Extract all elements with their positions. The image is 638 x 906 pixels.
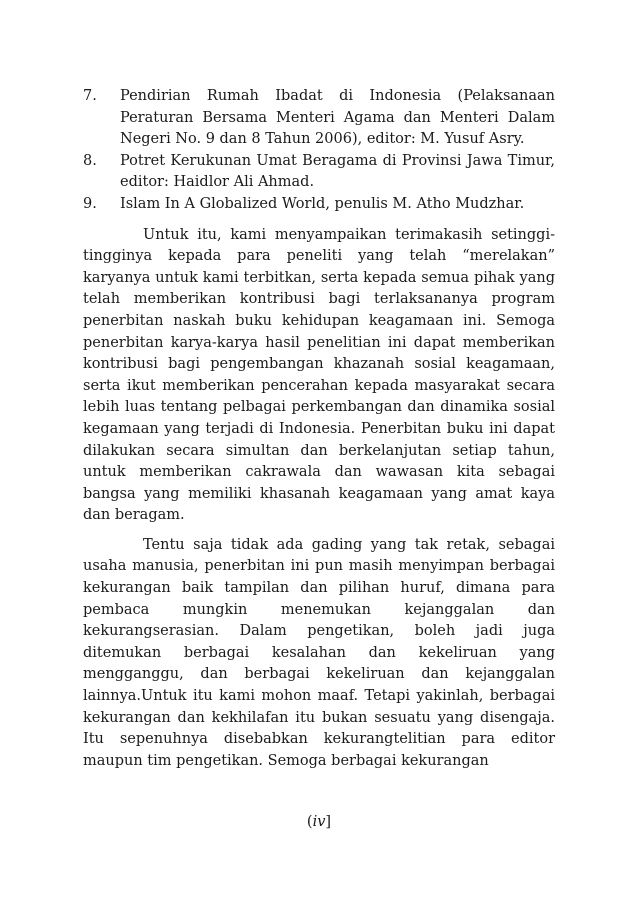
document-page	[83, 86, 555, 780]
list-item-number: 7.	[83, 88, 97, 104]
list-item	[83, 151, 555, 194]
list-item-number: 9.	[83, 195, 97, 212]
page-number-open: (	[306, 814, 313, 830]
list-item	[83, 86, 555, 151]
paragraph-acknowledgement: Untuk itu, kami menyampaikan terimakasih setinggi-tingginya kepada para peneliti yang telah “merelakan” karyanya untuk kami terbitkan, serta kepada semua pihak yang telah memberikan kontribusi bagi terlaksananya program penerbitan naskah buku kehidupan keagamaan ini. Semoga penerbitan karya-karya hasil penelitian ini dapat memberikan kontribusi bagi pengembangan khazanah sosial keagamaan, serta ikut memberikan pencerahan kepada masyarakat secara lebih luas tentang pelbagai perkembangan dan dinamika sosial kegamaan yang terjadi di Indonesia. Penerbitan buku ini dapat dilakukan secara simultan dan berkelanjutan setiap tahun, untuk memberikan cakrawala dan wawasan kita sebagai bangsa yang memiliki khasanah keagamaan yang amat kaya dan beragam.	[83, 226, 555, 524]
list-item-number: 8.	[83, 152, 97, 169]
list-item-text: Pendirian Rumah Ibadat di Indonesia (Pelaksanaan Peraturan Bersama Menteri Agama dan Menteri Dalam Negeri No. 9 dan 8 Tahun 2006), editor: M. Yusuf Asry.	[120, 88, 555, 148]
page-number-value: iv	[312, 814, 326, 830]
list-item	[83, 194, 555, 216]
list-item-text: Potret Kerukunan Umat Beragama di Provinsi Jawa Timur, editor: Haidlor Ali Ahmad.	[120, 152, 555, 191]
paragraph-apology: Tentu saja tidak ada gading yang tak retak, sebagai usaha manusia, penerbitan ini pun masih menyimpan berbagai kekurangan baik tampilan dan pilihan huruf, dimana para pembaca mungkin menemukan kejanggalan dan kekurangserasian. Dalam pengetikan, boleh jadi juga ditemukan berbagai kesalahan dan kekeliruan yang mengganggu, dan berbagai kekeliruan dan kejanggalan lainnya.Untuk itu kami mohon maaf. Tetapi yakinlah, berbagai kekurangan dan kekhilafan itu bukan sesuatu yang disengaja. Itu sepenuhnya disebabkan kekurangtelitian para editor maupun tim pengetikan. Semoga berbagai kekurangan	[83, 536, 555, 769]
page-number-close: ]	[325, 814, 332, 830]
list-item-text: Islam In A Globalized World, penulis M. Atho Mudzhar.	[120, 195, 525, 212]
page-number	[0, 814, 638, 830]
publication-list	[83, 86, 555, 216]
